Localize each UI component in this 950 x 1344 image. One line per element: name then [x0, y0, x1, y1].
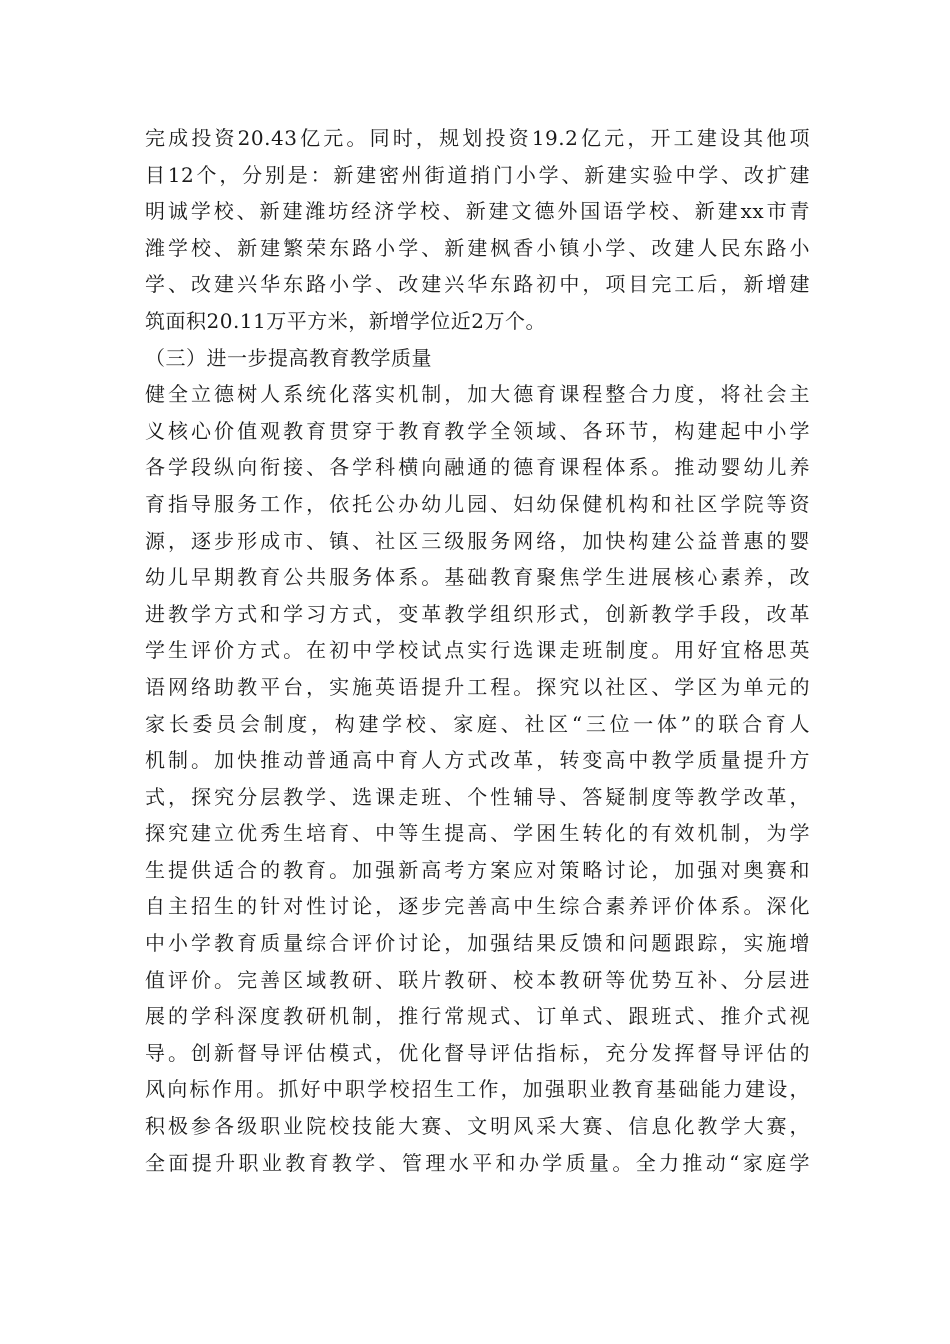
paragraph-line: 健全立德树人系统化落实机制，加大德育课程整合力度，将社会主 — [145, 382, 810, 407]
paragraph-line: 探究建立优秀生培育、中等生提高、学困生转化的有效机制，为学 — [145, 821, 810, 846]
paragraph-line: 完成投资20.43亿元。同时，规划投资19.2亿元，开工建设其他项 — [145, 126, 810, 150]
paragraph-education-quality — [145, 376, 810, 1181]
paragraph-line: 幼儿早期教育公共服务体系。基础教育聚焦学生进展核心素养，改 — [145, 565, 810, 590]
paragraph-line: 风向标作用。抓好中职学校招生工作，加强职业教育基础能力建设， — [145, 1077, 810, 1102]
paragraph-line: 全面提升职业教育教学、管理水平和办学质量。全力推动“家庭学 — [145, 1150, 810, 1175]
paragraph-line: 值评价。完善区域教研、联片教研、校本教研等优势互补、分层进 — [145, 967, 810, 992]
paragraph-line: 目12个，分别是：新建密州街道捎门小学、新建实验中学、改扩建 — [145, 162, 810, 187]
paragraph-investment — [145, 120, 810, 340]
paragraph-line: 明诚学校、新建潍坊经济学校、新建文德外国语学校、新建xx市青 — [145, 199, 810, 224]
paragraph-line: 学生评价方式。在初中学校试点实行选课走班制度。用好宜格思英 — [145, 638, 810, 663]
section-heading: （三）进一步提高教育教学质量 — [145, 345, 432, 370]
paragraph-line: 式，探究分层教学、选课走班、个性辅导、答疑制度等教学改革， — [145, 784, 810, 809]
paragraph-line: 各学段纵向衔接、各学科横向融通的德育课程体系。推动婴幼儿养 — [145, 455, 810, 480]
paragraph-line: 中小学教育质量综合评价讨论，加强结果反馈和问题跟踪，实施增 — [145, 931, 810, 956]
paragraph-line: 进教学方式和学习方式，变革教学组织形式，创新教学手段，改革 — [145, 601, 810, 626]
paragraph-line: 展的学科深度教研机制，推行常规式、订单式、跟班式、推介式视 — [145, 1004, 810, 1029]
document-body — [145, 120, 810, 1181]
paragraph-line: 学、改建兴华东路小学、改建兴华东路初中，项目完工后，新增建 — [145, 272, 810, 297]
paragraph-line: 自主招生的针对性讨论，逐步完善高中生综合素养评价体系。深化 — [145, 894, 810, 919]
paragraph-line: 机制。加快推动普通高中育人方式改革，转变高中教学质量提升方 — [145, 748, 810, 773]
paragraph-line: 潍学校、新建繁荣东路小学、新建枫香小镇小学、改建人民东路小 — [145, 235, 810, 260]
paragraph-line: 生提供适合的教育。加强新高考方案应对策略讨论，加强对奥赛和 — [145, 857, 810, 882]
paragraph-line: 义核心价值观教育贯穿于教育教学全领域、各环节，构建起中小学 — [145, 418, 810, 443]
paragraph-line: 积极参各级职业院校技能大赛、文明风采大赛、信息化教学大赛， — [145, 1114, 810, 1139]
paragraph-line: 筑面积20.11万平方米，新增学位近2万个。 — [145, 308, 546, 333]
paragraph-line: 家长委员会制度，构建学校、家庭、社区“三位一体”的联合育人 — [145, 711, 810, 736]
paragraph-line: 源，逐步形成市、镇、社区三级服务网络，加快构建公益普惠的婴 — [145, 528, 810, 553]
paragraph-line: 导。创新督导评估模式，优化督导评估指标，充分发挥督导评估的 — [145, 1040, 810, 1065]
paragraph-line: 语网络助教平台，实施英语提升工程。探究以社区、学区为单元的 — [145, 674, 810, 699]
paragraph-line: 育指导服务工作，依托公办幼儿园、妇幼保健机构和社区学院等资 — [145, 491, 810, 516]
